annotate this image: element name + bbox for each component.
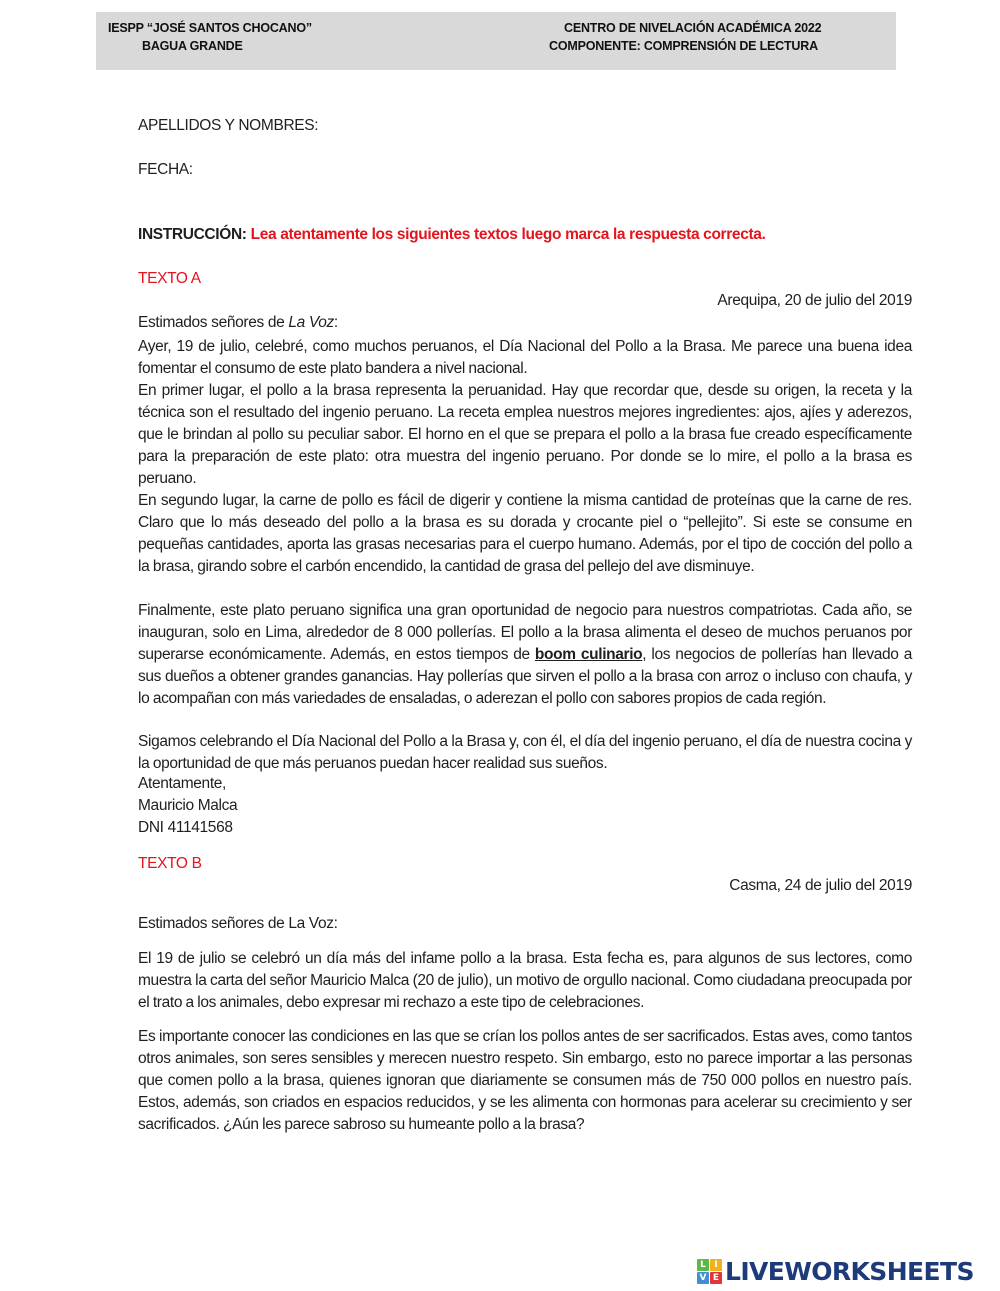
signature-dni: DNI 41141568 (138, 819, 233, 836)
texto-a-date: Arequipa, 20 de julio del 2019 (717, 292, 912, 309)
texto-a-paragraph-2: En primer lugar, el pollo a la brasa representa la peruanidad. Hay que recordar que, desde su origen, la receta y la técnica son el resultado del ingenio peruano. La receta emplea nuestros mejores ingredientes: ajos, ajíes y aderezos, que le brindan al pollo su peculiar sabor. El horno en el que se prepara el pollo a la brasa fue creado específicamente para la preparación de este plato: otra muestra del ingenio peruano. Por donde se lo mire, el pollo a la brasa es peruano. (138, 382, 912, 487)
closing: Atentamente, (138, 775, 226, 792)
texto-a-greeting (138, 314, 338, 332)
logo-letter-l: L (697, 1259, 709, 1271)
date-label: FECHA: (138, 161, 193, 178)
greeting-suffix: : (333, 314, 338, 331)
texto-b-greeting: Estimados señores de La Voz: (138, 915, 338, 932)
texto-b-title: TEXTO B (138, 855, 202, 872)
instruction-text: Lea atentamente los siguientes textos luego marca la respuesta correcta. (250, 226, 766, 243)
texto-a-paragraph-4 (138, 600, 912, 710)
institution-name: IESPP “JOSÉ SANTOS CHOCANO” (108, 21, 312, 35)
program-title: CENTRO DE NIVELACIÓN ACADÉMICA 2022 (564, 21, 822, 35)
texto-b-paragraph-1: El 19 de julio se celebró un día más del infame pollo a la brasa. Esta fecha es, para algunos de sus lectores, como muestra la carta del señor Mauricio Malca (20 de julio), un motivo de orgullo nacional. Como ciudadana preocupada por el trato a los animales, debo expresar mi rechazo a este tipo de celebraciones. (138, 950, 912, 1011)
document-header (96, 12, 896, 70)
highlighted-term: boom culinario (534, 646, 643, 663)
p4-before: Finalmente, este plato peruano significa una gran oportunidad de negocio para nuestros compatriotas. Cada año, se inauguran, solo en Lima, alrededor de 8 000 pollerías. El pollo a la brasa alimenta el deseo de muchos peruanos por superarse económicamente. Además, en estos tiempos de (138, 602, 912, 663)
logo-wordmark: LIVEWORKSHEETS (725, 1256, 974, 1286)
texto-a-title: TEXTO A (138, 270, 201, 287)
instruction-label: INSTRUCCIÓN: (138, 226, 247, 243)
live-blocks-icon (697, 1259, 722, 1284)
signature-name: Mauricio Malca (138, 797, 238, 814)
p4-after: , los negocios de pollerías han llevado a sus dueños a obtener grandes ganancias. Hay pollerías que sirven el pollo a la brasa con arroz o incluso con chaufa, y lo acompañan con más variedades de ensaladas, o aderezan el pollo con sabores propios de cada región. (138, 646, 912, 707)
institution-location: BAGUA GRANDE (142, 39, 243, 53)
logo-letter-i: I (710, 1259, 722, 1271)
texto-a-paragraph-1: Ayer, 19 de julio, celebré, como muchos peruanos, el Día Nacional del Pollo a la Brasa. Me parece una buena idea fomentar el consumo de este plato bandera a nivel nacional. (138, 338, 912, 377)
name-label: APELLIDOS Y NOMBRES: (138, 117, 319, 134)
component-title: COMPONENTE: COMPRENSIÓN DE LECTURA (549, 39, 818, 53)
texto-b-date: Casma, 24 de julio del 2019 (729, 877, 912, 894)
logo-letter-e: E (710, 1272, 722, 1284)
instruction (138, 226, 766, 244)
greeting-prefix: Estimados señores de (138, 314, 289, 331)
texto-b-paragraph-2: Es importante conocer las condiciones en las que se crían los pollos antes de ser sacrificados. Estas aves, como tantos otros animales, son seres sensibles y merecen nuestro respeto. Sin embargo, esto no parece importar a las personas que comen pollo a la brasa, quienes ignoran que diariamente se consumen más de 750 000 pollos en nuestro país. Estos, además, son criados en espacios reducidos, y se les alimenta con hormonas para acelerar su crecimiento y ser sacrificados. ¿Aún les parece sabroso su humeante pollo a la brasa? (138, 1028, 912, 1133)
newspaper-name: La Voz (288, 314, 334, 331)
liveworksheets-logo (697, 1257, 974, 1285)
texto-a-paragraph-3: En segundo lugar, la carne de pollo es fácil de digerir y contiene la misma cantidad de proteínas que la carne de res. Claro que lo más deseado del pollo a la brasa es su dorada y crocante piel o “pellejito”. Si este se consume en pequeñas cantidades, aporta las grasas necesarias para el cuerpo humano. Además, por el tipo de cocción del pollo a la brasa, girando sobre el carbón encendido, la cantidad de grasa del pellejo del ave disminuye. (138, 492, 912, 575)
texto-a-paragraph-5: Sigamos celebrando el Día Nacional del Pollo a la Brasa y, con él, el día del ingenio peruano, el día de nuestra cocina y la oportunidad de que más peruanos puedan hacer realidad sus sueños. (138, 733, 912, 772)
logo-letter-v: V (697, 1272, 709, 1284)
